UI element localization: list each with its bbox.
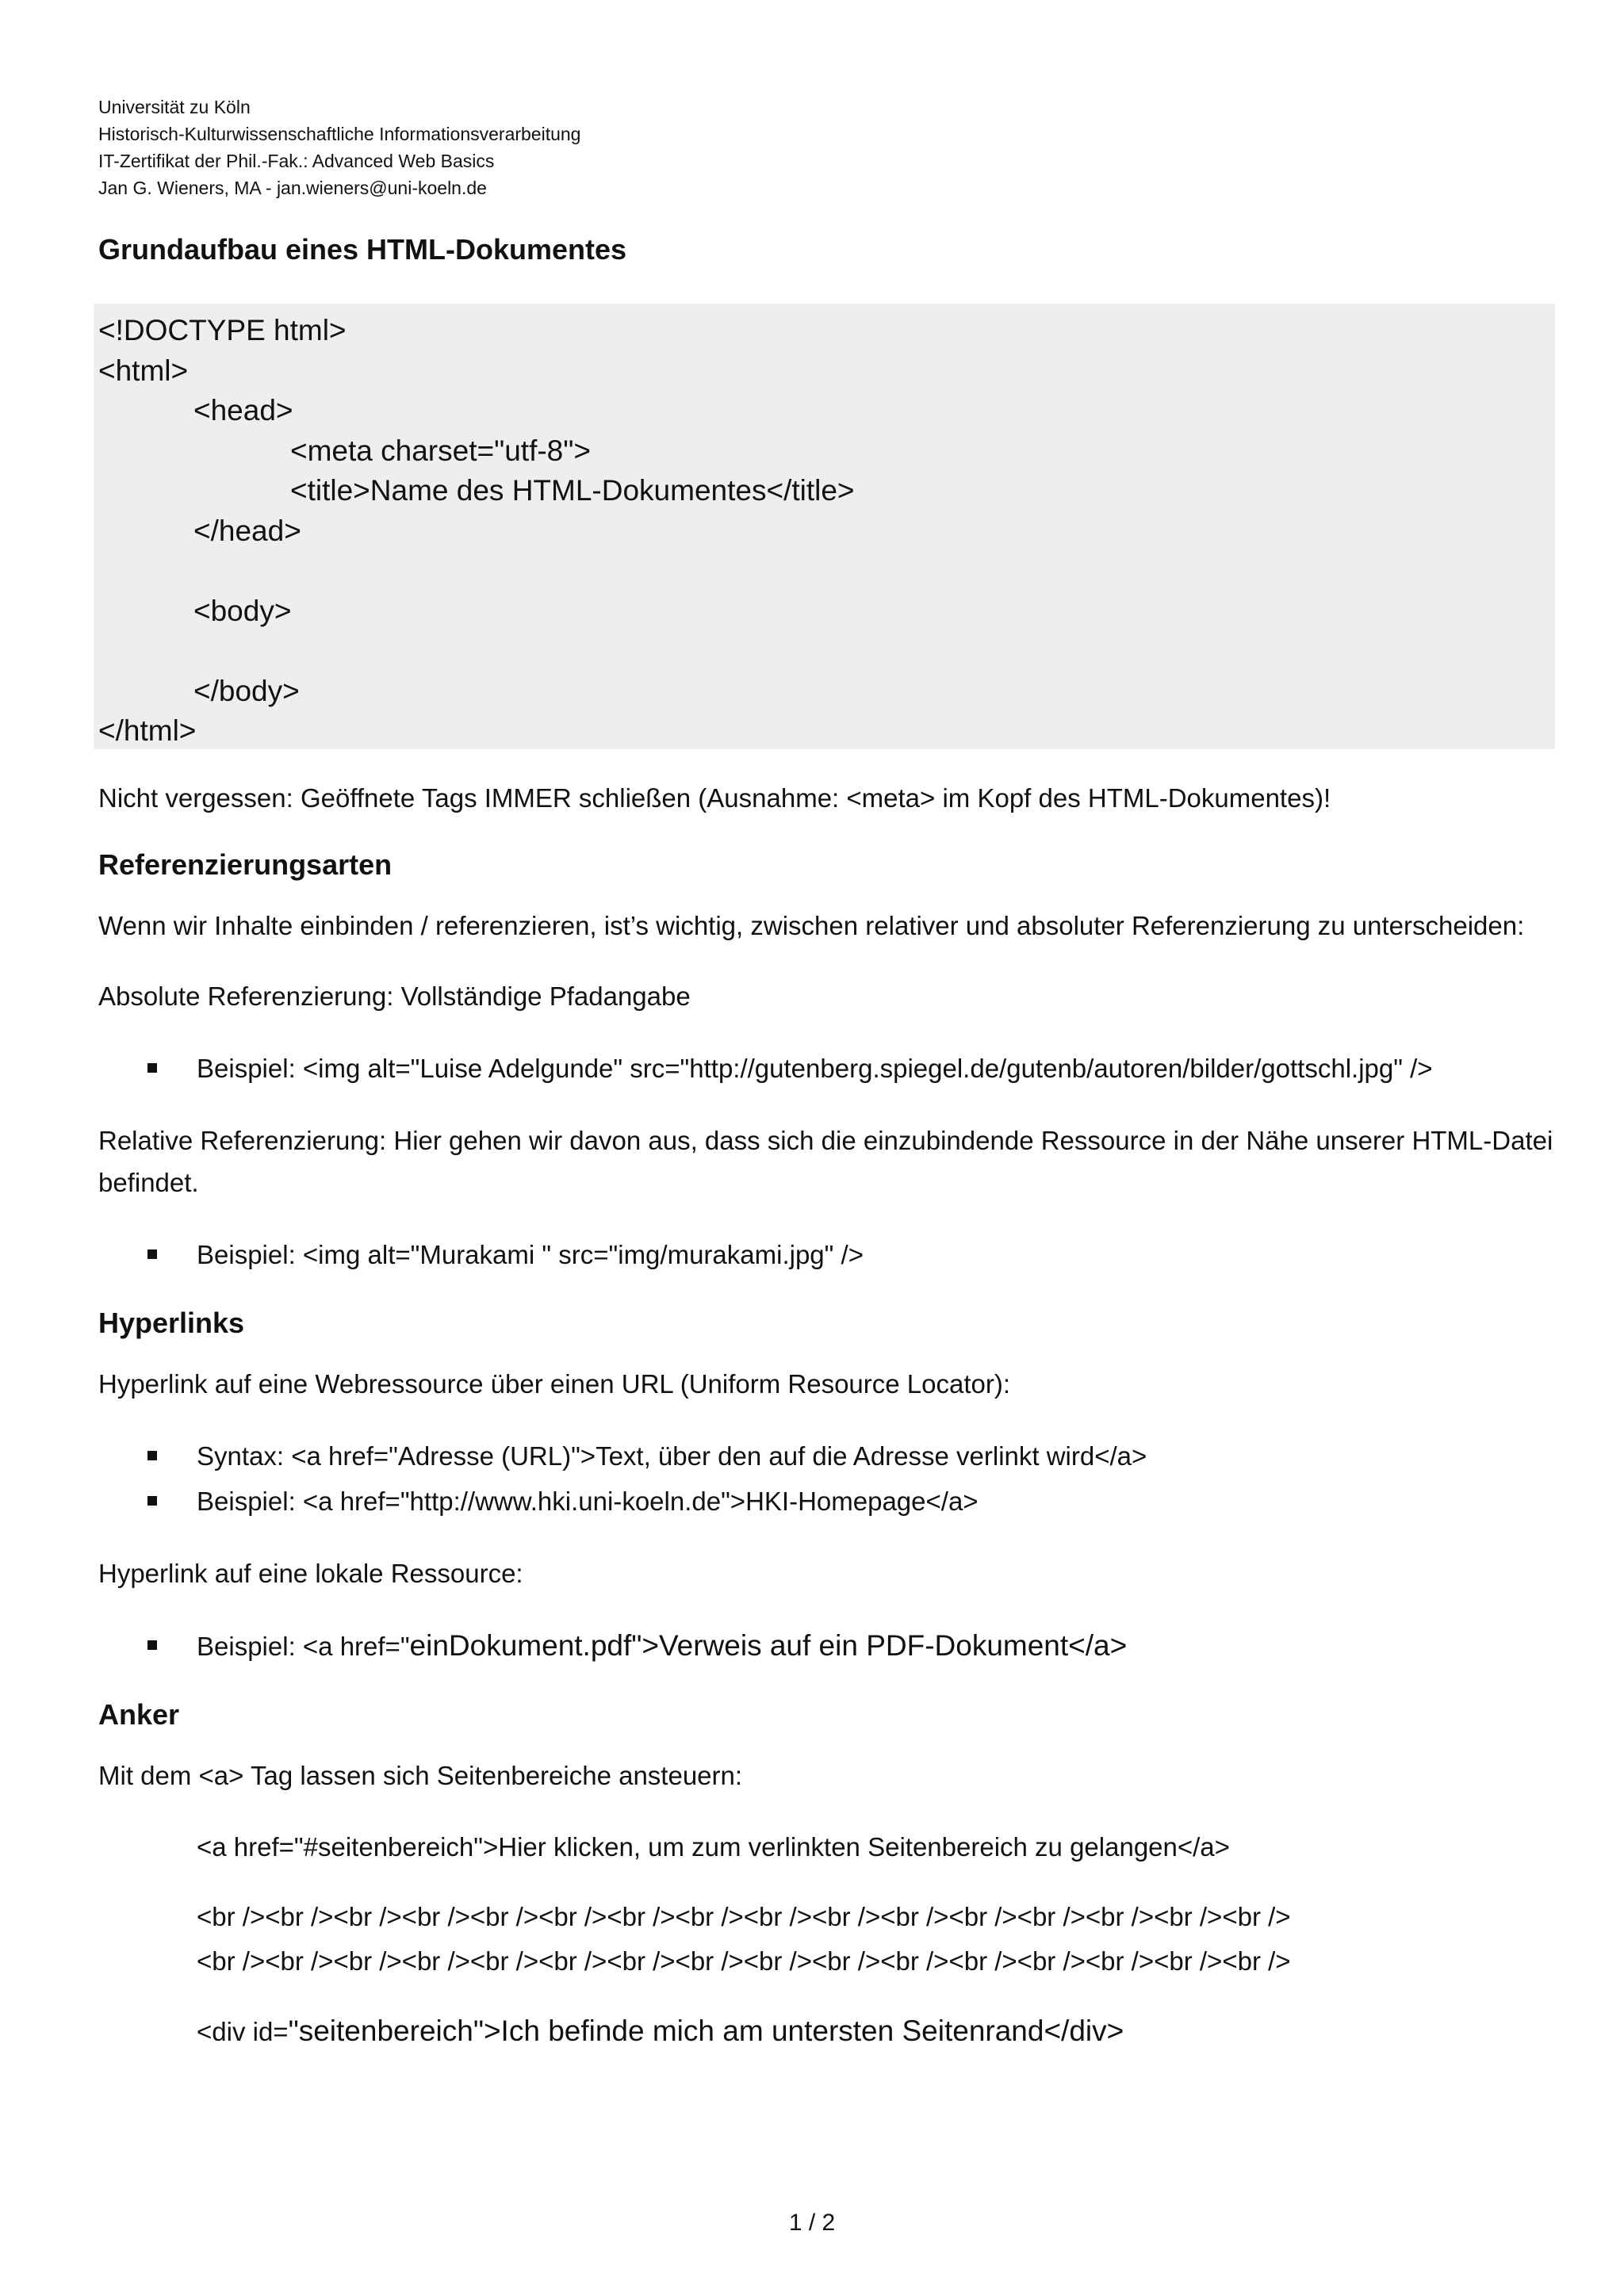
code-line-meta: <meta charset="utf-8">: [290, 434, 591, 467]
code-line-blank: [94, 631, 1555, 672]
list-item: [98, 1046, 1557, 1091]
anker-intro: Mit dem <a> Tag lassen sich Seitenbereiche ansteuern:: [98, 1761, 743, 1790]
br-code-line-2: <br /><br /><br /><br /><br /><br /><br /><br /><br /><br /><br /><br /><br /><br /><br /><br />: [197, 1946, 1291, 1976]
section-heading-hyperlinks: Hyperlinks: [98, 1307, 245, 1339]
bullet-square-icon: [147, 1496, 157, 1506]
code-line-body-close: </body>: [193, 674, 300, 707]
relative-referenz-text: Relative Referenzierung: Hier gehen wir davon aus, dass sich die einzubindende Ressource in der Nähe unserer HTML-Datei befindet.: [98, 1126, 1553, 1197]
bullet-square-icon: [147, 1249, 157, 1259]
absolute-example-list: [98, 1046, 1557, 1091]
list-item: [98, 1623, 1557, 1669]
code-line-title: <title>Name des HTML-Dokumentes</title>: [290, 474, 855, 507]
page-title: Grundaufbau eines HTML-Dokumentes: [98, 233, 627, 266]
absolute-example-text: Beispiel: <img alt="Luise Adelgunde" src="http://gutenberg.spiegel.de/gutenb/autoren/bilder/gottschl.jpg" />: [197, 1054, 1433, 1083]
code-line-head-open: <head>: [193, 394, 293, 427]
bullet-square-icon: [147, 1451, 157, 1460]
list-item: [98, 1433, 1557, 1479]
header-course: IT-Zertifikat der Phil.-Fak.: Advanced Web Basics: [98, 151, 495, 171]
anker-link-code: <a href="#seitenbereich">Hier klicken, um zum verlinkten Seitenbereich zu gelangen</a>: [197, 1832, 1230, 1862]
relative-example-text: Beispiel: <img alt="Murakami " src="img/murakami.jpg" />: [197, 1240, 864, 1269]
br-code-line-1: <br /><br /><br /><br /><br /><br /><br /><br /><br /><br /><br /><br /><br /><br /><br /><br />: [197, 1902, 1291, 1931]
bullet-square-icon: [147, 1640, 157, 1650]
local-example-rest: einDokument.pdf">Verweis auf ein PDF-Dokument</a>: [409, 1629, 1128, 1662]
div-target-code: [98, 2009, 1557, 2054]
html-skeleton-code-block: [94, 304, 1555, 749]
code-line-html-close: </html>: [98, 714, 197, 747]
section-heading-referenzierung: Referenzierungsarten: [98, 848, 393, 881]
document-header: [98, 94, 1526, 201]
list-item: [98, 1479, 1557, 1524]
hyperlink-example-text: Beispiel: <a href="http://www.hki.uni-koeln.de">HKI-Homepage</a>: [197, 1487, 979, 1516]
local-example-prefix: Beispiel: <a href=": [197, 1632, 410, 1661]
div-code-prefix: <div id=: [197, 2017, 289, 2046]
page-number: 1 / 2: [788, 2210, 836, 2236]
hyperlinks-intro: Hyperlink auf eine Webressource über einen URL (Uniform Resource Locator):: [98, 1369, 1011, 1399]
local-resource-list: [98, 1623, 1557, 1669]
local-resource-intro: Hyperlink auf eine lokale Ressource:: [98, 1559, 523, 1588]
absolute-referenz-text: Absolute Referenzierung: Vollständige Pfadangabe: [98, 982, 691, 1011]
div-code-rest: "seitenbereich">Ich befinde mich am untersten Seitenrand</div>: [288, 2015, 1124, 2047]
list-item: [98, 1232, 1557, 1277]
closing-tags-note: Nicht vergessen: Geöffnete Tags IMMER schließen (Ausnahme: <meta> im Kopf des HTML-Dokumentes)!: [98, 783, 1331, 813]
hyperlink-syntax-text: Syntax: <a href="Adresse (URL)">Text, über den auf die Adresse verlinkt wird</a>: [197, 1441, 1147, 1471]
header-author: Jan G. Wieners, MA - jan.wieners@uni-koeln.de: [98, 178, 487, 198]
hyperlink-syntax-list: [98, 1433, 1557, 1524]
code-line-blank: [94, 551, 1555, 591]
bullet-square-icon: [147, 1063, 157, 1073]
br-code-block: [98, 1895, 1557, 1984]
document-body: [98, 777, 1557, 2080]
code-line-head-close: </head>: [193, 514, 301, 547]
relative-example-list: [98, 1232, 1557, 1277]
section-heading-anker: Anker: [98, 1698, 180, 1731]
referenz-intro: Wenn wir Inhalte einbinden / referenzieren, ist’s wichtig, zwischen relativer und absoluter Referenzierung zu unterscheiden:: [98, 911, 1525, 940]
code-line-body-open: <body>: [193, 594, 292, 627]
header-university: Universität zu Köln: [98, 97, 251, 117]
code-line-html-open: <html>: [98, 354, 189, 387]
code-line-doctype: <!DOCTYPE html>: [98, 314, 347, 346]
header-department: Historisch-Kulturwissenschaftliche Informationsverarbeitung: [98, 124, 581, 144]
